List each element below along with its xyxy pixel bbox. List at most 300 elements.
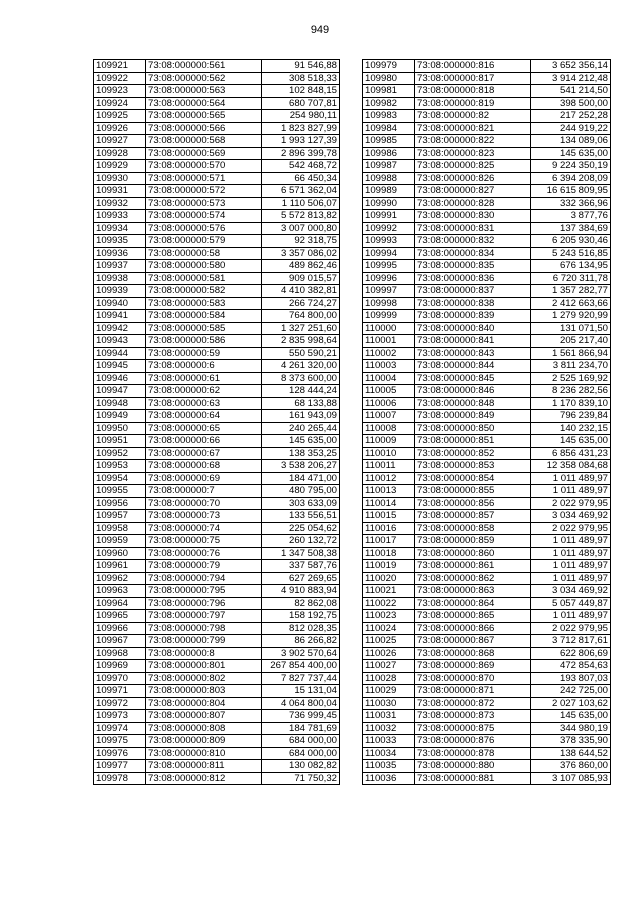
- table-row: [94, 397, 340, 410]
- cadastral-number-cell: 73:08:000000:816: [415, 60, 531, 73]
- table-row: [94, 147, 340, 160]
- cadastral-number-cell: 73:08:000000:808: [146, 722, 262, 735]
- row-number-cell: 109994: [363, 247, 415, 260]
- value-cell: 133 556,51: [262, 510, 340, 523]
- value-cell: 128 444,24: [262, 385, 340, 398]
- value-cell: 472 854,63: [531, 660, 611, 673]
- cadastral-number-cell: 73:08:000000:76: [146, 547, 262, 560]
- value-cell: 15 131,04: [262, 685, 340, 698]
- value-cell: 796 239,84: [531, 410, 611, 423]
- table-row: [363, 497, 611, 510]
- table-row: [363, 610, 611, 623]
- table-row: [363, 97, 611, 110]
- register-table-right: [362, 59, 611, 785]
- cadastral-number-cell: 73:08:000000:837: [415, 285, 531, 298]
- table-row: [363, 547, 611, 560]
- row-number-cell: 109930: [94, 172, 146, 185]
- row-number-cell: 109970: [94, 672, 146, 685]
- value-cell: 184 471,00: [262, 472, 340, 485]
- cadastral-number-cell: 73:08:000000:801: [146, 660, 262, 673]
- row-number-cell: 109931: [94, 185, 146, 198]
- table-row: [363, 347, 611, 360]
- cadastral-number-cell: 73:08:000000:6: [146, 360, 262, 373]
- row-number-cell: 109997: [363, 285, 415, 298]
- cadastral-number-cell: 73:08:000000:802: [146, 672, 262, 685]
- row-number-cell: 109984: [363, 122, 415, 135]
- value-cell: 3 902 570,64: [262, 647, 340, 660]
- row-number-cell: 109995: [363, 260, 415, 273]
- row-number-cell: 109989: [363, 185, 415, 198]
- value-cell: 145 635,00: [531, 147, 611, 160]
- value-cell: 308 518,33: [262, 72, 340, 85]
- cadastral-number-cell: 73:08:000000:64: [146, 410, 262, 423]
- table-row: [363, 235, 611, 248]
- cadastral-number-cell: 73:08:000000:857: [415, 510, 531, 523]
- cadastral-number-cell: 73:08:000000:568: [146, 135, 262, 148]
- cadastral-number-cell: 73:08:000000:870: [415, 672, 531, 685]
- cadastral-number-cell: 73:08:000000:875: [415, 722, 531, 735]
- table-row: [363, 72, 611, 85]
- cadastral-number-cell: 73:08:000000:852: [415, 447, 531, 460]
- cadastral-number-cell: 73:08:000000:858: [415, 522, 531, 535]
- table-row: [94, 447, 340, 460]
- row-number-cell: 110028: [363, 672, 415, 685]
- table-row: [94, 760, 340, 773]
- row-number-cell: 109981: [363, 85, 415, 98]
- row-number-cell: 109965: [94, 610, 146, 623]
- value-cell: 2 022 979,95: [531, 497, 611, 510]
- value-cell: 140 232,15: [531, 422, 611, 435]
- cadastral-number-cell: 73:08:000000:70: [146, 497, 262, 510]
- cadastral-number-cell: 73:08:000000:574: [146, 210, 262, 223]
- row-number-cell: 110031: [363, 710, 415, 723]
- value-cell: 684 000,00: [262, 735, 340, 748]
- table-row: [94, 135, 340, 148]
- table-row: [94, 310, 340, 323]
- table-row: [363, 485, 611, 498]
- table-row: [363, 447, 611, 460]
- value-cell: 145 635,00: [531, 435, 611, 448]
- cadastral-number-cell: 73:08:000000:867: [415, 635, 531, 648]
- table-row: [363, 522, 611, 535]
- row-number-cell: 109967: [94, 635, 146, 648]
- value-cell: 332 366,96: [531, 197, 611, 210]
- value-cell: 9 224 350,19: [531, 160, 611, 173]
- table-row: [363, 85, 611, 98]
- table-row: [363, 622, 611, 635]
- value-cell: 6 856 431,23: [531, 447, 611, 460]
- table-row: [94, 272, 340, 285]
- row-number-cell: 109991: [363, 210, 415, 223]
- row-number-cell: 110022: [363, 597, 415, 610]
- table-row: [363, 572, 611, 585]
- value-cell: 137 384,69: [531, 222, 611, 235]
- row-number-cell: 109949: [94, 410, 146, 423]
- table-row: [363, 310, 611, 323]
- table-row: [363, 647, 611, 660]
- table-row: [363, 585, 611, 598]
- row-number-cell: 109941: [94, 310, 146, 323]
- cadastral-number-cell: 73:08:000000:573: [146, 197, 262, 210]
- row-number-cell: 109975: [94, 735, 146, 748]
- row-number-cell: 109927: [94, 135, 146, 148]
- row-number-cell: 109940: [94, 297, 146, 310]
- value-cell: 138 353,25: [262, 447, 340, 460]
- table-row: [94, 747, 340, 760]
- cadastral-number-cell: 73:08:000000:849: [415, 410, 531, 423]
- value-cell: 145 635,00: [262, 435, 340, 448]
- table-row: [363, 110, 611, 123]
- value-cell: 684 000,00: [262, 747, 340, 760]
- table-row: [94, 185, 340, 198]
- table-row: [94, 110, 340, 123]
- row-number-cell: 109999: [363, 310, 415, 323]
- value-cell: 6 720 311,78: [531, 272, 611, 285]
- table-row: [94, 222, 340, 235]
- table-row: [94, 547, 340, 560]
- table-row: [363, 710, 611, 723]
- cadastral-number-cell: 73:08:000000:584: [146, 310, 262, 323]
- table-row: [94, 560, 340, 573]
- cadastral-number-cell: 73:08:000000:872: [415, 697, 531, 710]
- cadastral-number-cell: 73:08:000000:840: [415, 322, 531, 335]
- cadastral-number-cell: 73:08:000000:836: [415, 272, 531, 285]
- cadastral-number-cell: 73:08:000000:859: [415, 535, 531, 548]
- table-row: [363, 685, 611, 698]
- cadastral-number-cell: 73:08:000000:809: [146, 735, 262, 748]
- table-row: [363, 135, 611, 148]
- page-number: 949: [310, 24, 330, 36]
- row-number-cell: 110013: [363, 485, 415, 498]
- value-cell: 1 011 489,97: [531, 472, 611, 485]
- value-cell: 2 525 169,92: [531, 372, 611, 385]
- value-cell: 193 807,03: [531, 672, 611, 685]
- cadastral-number-cell: 73:08:000000:860: [415, 547, 531, 560]
- row-number-cell: 109963: [94, 585, 146, 598]
- row-number-cell: 109946: [94, 372, 146, 385]
- cadastral-number-cell: 73:08:000000:855: [415, 485, 531, 498]
- row-number-cell: 109986: [363, 147, 415, 160]
- cadastral-number-cell: 73:08:000000:845: [415, 372, 531, 385]
- cadastral-number-cell: 73:08:000000:75: [146, 535, 262, 548]
- row-number-cell: 110008: [363, 422, 415, 435]
- cadastral-number-cell: 73:08:000000:563: [146, 85, 262, 98]
- row-number-cell: 110021: [363, 585, 415, 598]
- row-number-cell: 110015: [363, 510, 415, 523]
- value-cell: 217 252,28: [531, 110, 611, 123]
- value-cell: 225 054,62: [262, 522, 340, 535]
- table-row: [94, 772, 340, 785]
- value-cell: 266 724,27: [262, 297, 340, 310]
- table-row: [363, 285, 611, 298]
- value-cell: 2 022 979,95: [531, 522, 611, 535]
- table-row: [94, 385, 340, 398]
- table-row: [94, 210, 340, 223]
- cadastral-number-cell: 73:08:000000:58: [146, 247, 262, 260]
- table-row: [363, 697, 611, 710]
- table-row: [363, 247, 611, 260]
- value-cell: 1 011 489,97: [531, 560, 611, 573]
- row-number-cell: 110026: [363, 647, 415, 660]
- row-number-cell: 109961: [94, 560, 146, 573]
- cadastral-number-cell: 73:08:000000:63: [146, 397, 262, 410]
- value-cell: 82 862,08: [262, 597, 340, 610]
- cadastral-number-cell: 73:08:000000:62: [146, 385, 262, 398]
- cadastral-number-cell: 73:08:000000:823: [415, 147, 531, 160]
- cadastral-number-cell: 73:08:000000:841: [415, 335, 531, 348]
- row-number-cell: 109933: [94, 210, 146, 223]
- row-number-cell: 109983: [363, 110, 415, 123]
- cadastral-number-cell: 73:08:000000:819: [415, 97, 531, 110]
- value-cell: 1 561 866,94: [531, 347, 611, 360]
- value-cell: 12 358 084,68: [531, 460, 611, 473]
- row-number-cell: 109964: [94, 597, 146, 610]
- table-row: [94, 735, 340, 748]
- value-cell: 3 034 469,92: [531, 510, 611, 523]
- table-row: [363, 747, 611, 760]
- cadastral-number-cell: 73:08:000000:59: [146, 347, 262, 360]
- table-row: [363, 322, 611, 335]
- cadastral-number-cell: 73:08:000000:865: [415, 610, 531, 623]
- table-row: [363, 210, 611, 223]
- value-cell: 145 635,00: [531, 710, 611, 723]
- row-number-cell: 109993: [363, 235, 415, 248]
- row-number-cell: 109969: [94, 660, 146, 673]
- value-cell: 66 450,34: [262, 172, 340, 185]
- cadastral-number-cell: 73:08:000000:828: [415, 197, 531, 210]
- table-row: [363, 260, 611, 273]
- value-cell: 3 877,76: [531, 210, 611, 223]
- table-row: [363, 635, 611, 648]
- table-row: [94, 672, 340, 685]
- cadastral-number-cell: 73:08:000000:853: [415, 460, 531, 473]
- value-cell: 480 795,00: [262, 485, 340, 498]
- value-cell: 254 980,11: [262, 110, 340, 123]
- value-cell: 6 571 362,04: [262, 185, 340, 198]
- value-cell: 16 615 809,95: [531, 185, 611, 198]
- table-row: [94, 372, 340, 385]
- value-cell: 1 993 127,39: [262, 135, 340, 148]
- table-row: [363, 472, 611, 485]
- row-number-cell: 109974: [94, 722, 146, 735]
- row-number-cell: 109922: [94, 72, 146, 85]
- value-cell: 68 133,88: [262, 397, 340, 410]
- row-number-cell: 109968: [94, 647, 146, 660]
- row-number-cell: 109921: [94, 60, 146, 73]
- value-cell: 398 500,00: [531, 97, 611, 110]
- cadastral-number-cell: 73:08:000000:851: [415, 435, 531, 448]
- row-number-cell: 109934: [94, 222, 146, 235]
- value-cell: 138 644,52: [531, 747, 611, 760]
- table-row: [363, 60, 611, 73]
- table-row: [94, 85, 340, 98]
- row-number-cell: 109939: [94, 285, 146, 298]
- value-cell: 4 064 800,04: [262, 697, 340, 710]
- cadastral-number-cell: 73:08:000000:850: [415, 422, 531, 435]
- row-number-cell: 109942: [94, 322, 146, 335]
- row-number-cell: 110033: [363, 735, 415, 748]
- value-cell: 102 848,15: [262, 85, 340, 98]
- table-row: [94, 172, 340, 185]
- cadastral-number-cell: 73:08:000000:569: [146, 147, 262, 160]
- row-number-cell: 109926: [94, 122, 146, 135]
- row-number-cell: 110030: [363, 697, 415, 710]
- value-cell: 1 011 489,97: [531, 535, 611, 548]
- value-cell: 91 546,88: [262, 60, 340, 73]
- row-number-cell: 110005: [363, 385, 415, 398]
- row-number-cell: 110014: [363, 497, 415, 510]
- cadastral-number-cell: 73:08:000000:843: [415, 347, 531, 360]
- row-number-cell: 109992: [363, 222, 415, 235]
- cadastral-number-cell: 73:08:000000:571: [146, 172, 262, 185]
- row-number-cell: 109966: [94, 622, 146, 635]
- value-cell: 1 327 251,60: [262, 322, 340, 335]
- row-number-cell: 110018: [363, 547, 415, 560]
- cadastral-number-cell: 73:08:000000:861: [415, 560, 531, 573]
- table-row: [363, 460, 611, 473]
- cadastral-number-cell: 73:08:000000:864: [415, 597, 531, 610]
- cadastral-number-cell: 73:08:000000:844: [415, 360, 531, 373]
- row-number-cell: 109948: [94, 397, 146, 410]
- row-number-cell: 109985: [363, 135, 415, 148]
- row-number-cell: 109972: [94, 697, 146, 710]
- cadastral-number-cell: 73:08:000000:827: [415, 185, 531, 198]
- cadastral-number-cell: 73:08:000000:586: [146, 335, 262, 348]
- table-row: [94, 585, 340, 598]
- row-number-cell: 109932: [94, 197, 146, 210]
- row-number-cell: 110019: [363, 560, 415, 573]
- row-number-cell: 109944: [94, 347, 146, 360]
- cadastral-number-cell: 73:08:000000:561: [146, 60, 262, 73]
- row-number-cell: 109924: [94, 97, 146, 110]
- value-cell: 1 011 489,97: [531, 610, 611, 623]
- value-cell: 3 811 234,70: [531, 360, 611, 373]
- value-cell: 627 269,65: [262, 572, 340, 585]
- table-row: [363, 147, 611, 160]
- row-number-cell: 110004: [363, 372, 415, 385]
- table-row: [94, 497, 340, 510]
- row-number-cell: 110036: [363, 772, 415, 785]
- cadastral-number-cell: 73:08:000000:799: [146, 635, 262, 648]
- value-cell: 1 011 489,97: [531, 485, 611, 498]
- table-row: [94, 660, 340, 673]
- table-row: [94, 122, 340, 135]
- row-number-cell: 109955: [94, 485, 146, 498]
- table-row: [363, 760, 611, 773]
- table-row: [94, 647, 340, 660]
- cadastral-number-cell: 73:08:000000:570: [146, 160, 262, 173]
- cadastral-number-cell: 73:08:000000:868: [415, 647, 531, 660]
- value-cell: 764 800,00: [262, 310, 340, 323]
- cadastral-number-cell: 73:08:000000:565: [146, 110, 262, 123]
- cadastral-number-cell: 73:08:000000:562: [146, 72, 262, 85]
- value-cell: 3 652 356,14: [531, 60, 611, 73]
- row-number-cell: 109990: [363, 197, 415, 210]
- table-row: [94, 510, 340, 523]
- cadastral-number-cell: 73:08:000000:871: [415, 685, 531, 698]
- cadastral-number-cell: 73:08:000000:580: [146, 260, 262, 273]
- table-row: [363, 172, 611, 185]
- row-number-cell: 110001: [363, 335, 415, 348]
- value-cell: 2 022 979,95: [531, 622, 611, 635]
- table-row: [363, 185, 611, 198]
- value-cell: 5 243 516,85: [531, 247, 611, 260]
- row-number-cell: 110035: [363, 760, 415, 773]
- row-number-cell: 109987: [363, 160, 415, 173]
- table-row: [363, 597, 611, 610]
- table-row: [94, 697, 340, 710]
- cadastral-number-cell: 73:08:000000:794: [146, 572, 262, 585]
- value-cell: 3 034 469,92: [531, 585, 611, 598]
- cadastral-number-cell: 73:08:000000:876: [415, 735, 531, 748]
- value-cell: 8 373 600,00: [262, 372, 340, 385]
- cadastral-number-cell: 73:08:000000:795: [146, 585, 262, 598]
- row-number-cell: 109954: [94, 472, 146, 485]
- value-cell: 2 412 663,66: [531, 297, 611, 310]
- row-number-cell: 110032: [363, 722, 415, 735]
- cadastral-number-cell: 73:08:000000:804: [146, 697, 262, 710]
- cadastral-number-cell: 73:08:000000:803: [146, 685, 262, 698]
- cadastral-number-cell: 73:08:000000:61: [146, 372, 262, 385]
- value-cell: 3 357 086,02: [262, 247, 340, 260]
- cadastral-number-cell: 73:08:000000:810: [146, 747, 262, 760]
- cadastral-number-cell: 73:08:000000:846: [415, 385, 531, 398]
- value-cell: 7 827 737,44: [262, 672, 340, 685]
- row-number-cell: 110011: [363, 460, 415, 473]
- cadastral-number-cell: 73:08:000000:838: [415, 297, 531, 310]
- value-cell: 5 572 813,82: [262, 210, 340, 223]
- value-cell: 4 410 382,81: [262, 285, 340, 298]
- cadastral-number-cell: 73:08:000000:67: [146, 447, 262, 460]
- value-cell: 6 205 930,46: [531, 235, 611, 248]
- row-number-cell: 109996: [363, 272, 415, 285]
- cadastral-number-cell: 73:08:000000:869: [415, 660, 531, 673]
- table-row: [94, 60, 340, 73]
- row-number-cell: 109957: [94, 510, 146, 523]
- table-row: [94, 247, 340, 260]
- value-cell: 1 011 489,97: [531, 572, 611, 585]
- value-cell: 267 854 400,00: [262, 660, 340, 673]
- row-number-cell: 109943: [94, 335, 146, 348]
- cadastral-number-cell: 73:08:000000:797: [146, 610, 262, 623]
- cadastral-number-cell: 73:08:000000:825: [415, 160, 531, 173]
- value-cell: 2 027 103,62: [531, 697, 611, 710]
- table-row: [94, 97, 340, 110]
- row-number-cell: 110012: [363, 472, 415, 485]
- cadastral-number-cell: 73:08:000000:812: [146, 772, 262, 785]
- cadastral-number-cell: 73:08:000000:873: [415, 710, 531, 723]
- cadastral-number-cell: 73:08:000000:834: [415, 247, 531, 260]
- row-number-cell: 109971: [94, 685, 146, 698]
- value-cell: 2 896 399,78: [262, 147, 340, 160]
- cadastral-number-cell: 73:08:000000:564: [146, 97, 262, 110]
- cadastral-number-cell: 73:08:000000:69: [146, 472, 262, 485]
- value-cell: 3 914 212,48: [531, 72, 611, 85]
- table-row: [94, 710, 340, 723]
- row-number-cell: 109979: [363, 60, 415, 73]
- row-number-cell: 109988: [363, 172, 415, 185]
- table-row: [94, 460, 340, 473]
- row-number-cell: 110006: [363, 397, 415, 410]
- table-row: [94, 685, 340, 698]
- cadastral-number-cell: 73:08:000000:854: [415, 472, 531, 485]
- value-cell: 3 007 000,80: [262, 222, 340, 235]
- table-row: [363, 560, 611, 573]
- table-row: [94, 622, 340, 635]
- table-row: [94, 297, 340, 310]
- value-cell: 5 057 449,87: [531, 597, 611, 610]
- value-cell: 158 192,75: [262, 610, 340, 623]
